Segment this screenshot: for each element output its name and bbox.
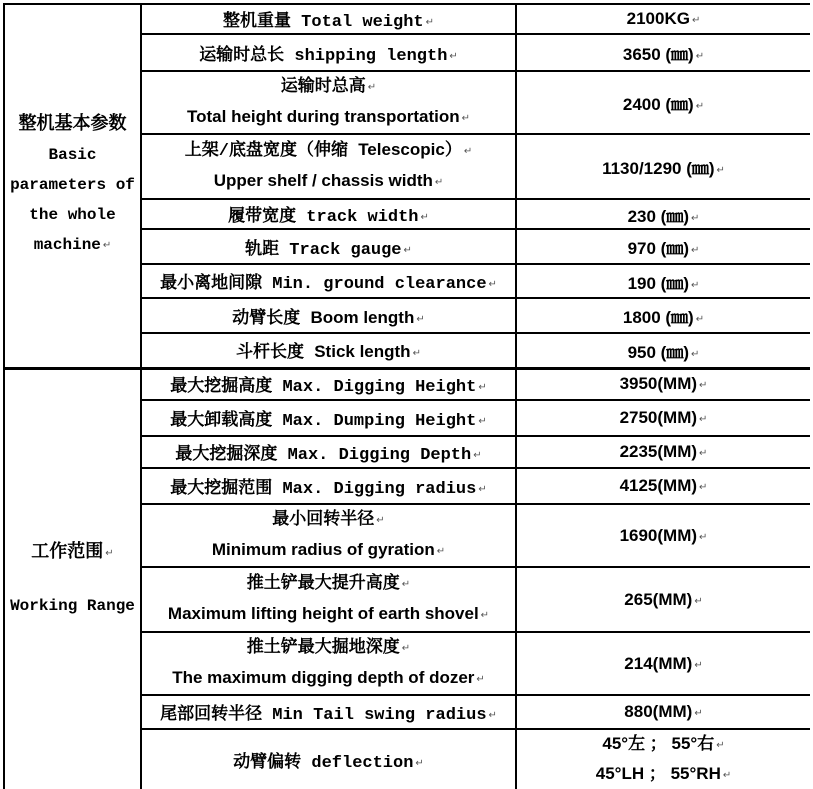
section-label-text: [9, 110, 136, 261]
value-line: [521, 730, 806, 759]
paragraph-mark-icon: ↵: [105, 547, 114, 559]
paragraph-mark-icon: ↵: [699, 414, 708, 425]
param-text: 推土铲最大掘地深度: [246, 638, 400, 658]
value-cell: [516, 436, 810, 468]
paragraph-mark-icon: ↵: [376, 514, 385, 526]
paragraph-mark-icon: ↵: [699, 482, 708, 493]
paragraph-mark-icon: ↵: [695, 51, 705, 62]
param-text: Boom length: [310, 307, 415, 327]
section-label-line: Basic: [48, 146, 97, 165]
value-cell: [516, 229, 810, 264]
param-lines: [146, 73, 511, 133]
value-cell: [516, 468, 810, 504]
section-working-range-label: [4, 368, 141, 789]
param-text: Minimum radius of gyration: [211, 539, 435, 559]
section-label-text: machine: [33, 236, 101, 255]
value-lines: [521, 730, 806, 789]
paragraph-mark-icon: ↵: [488, 279, 497, 290]
paragraph-mark-icon: ↵: [436, 545, 446, 557]
value-text: 2750(MM): [619, 408, 698, 427]
value-text: 3650 (㎜): [622, 45, 694, 64]
value-cell: [516, 567, 810, 632]
param-lines: [146, 506, 511, 566]
param-cell: [141, 400, 516, 436]
paragraph-mark-icon: ↵: [476, 673, 485, 685]
value-text: 880(MM): [624, 702, 693, 721]
paragraph-mark-icon: ↵: [449, 50, 458, 62]
paragraph-mark-icon: ↵: [463, 146, 473, 157]
paragraph-mark-icon: ↵: [691, 245, 700, 256]
value-text: 214(MM): [624, 653, 693, 673]
spec-row: [4, 4, 810, 34]
paragraph-mark-icon: ↵: [691, 212, 700, 224]
param-text: 运输时总高: [280, 77, 366, 97]
section-label-text: [9, 538, 136, 621]
section-label-line: [9, 230, 136, 261]
param-cell: [141, 71, 516, 134]
paragraph-mark-icon: ↵: [367, 81, 377, 93]
section-label-text: 工作范围: [31, 542, 104, 563]
paragraph-mark-icon: ↵: [416, 313, 425, 325]
paragraph-mark-icon: ↵: [699, 531, 708, 543]
param-line-zh: [146, 73, 511, 102]
value-text: 230 (㎜): [627, 206, 690, 226]
param-cell: [141, 729, 516, 789]
param-line-zh: [146, 570, 511, 599]
param-cell: [141, 468, 516, 504]
param-text: 斗杆长度: [236, 344, 315, 364]
section-label-gap: [9, 569, 136, 591]
param-text: ）: [444, 142, 462, 161]
value-text: 970 (㎜): [627, 239, 690, 258]
value-cell: [516, 695, 810, 729]
param-line-zh: [146, 136, 511, 166]
paragraph-mark-icon: ↵: [102, 240, 112, 252]
param-text: 运输时总长 shipping length: [199, 46, 448, 66]
paragraph-mark-icon: ↵: [403, 244, 412, 256]
value-text: 45°LH ； 55°RH: [595, 764, 721, 783]
param-text: Total height during transportation: [187, 106, 460, 126]
paragraph-mark-icon: ↵: [401, 642, 411, 654]
param-text: 轨距 Track gauge: [245, 240, 402, 260]
paragraph-mark-icon: ↵: [716, 740, 725, 751]
param-cell: [141, 134, 516, 199]
spec-table: [3, 3, 810, 789]
param-text: 最大挖掘高度 Max. Digging Height: [170, 378, 477, 398]
value-cell: [516, 504, 810, 567]
value-text: 1800 (㎜): [622, 308, 694, 327]
paragraph-mark-icon: ↵: [478, 484, 487, 495]
paragraph-mark-icon: ↵: [716, 165, 725, 176]
paragraph-mark-icon: ↵: [473, 450, 482, 461]
value-text: 190 (㎜): [627, 273, 690, 293]
value-cell: [516, 34, 810, 71]
param-text: 最小离地间隙 Min. ground clearance: [160, 275, 487, 294]
param-cell: [141, 264, 516, 298]
value-cell: [516, 199, 810, 229]
param-lines: [146, 570, 511, 630]
section-label-line: 整机基本参数: [18, 115, 127, 136]
paragraph-mark-icon: ↵: [480, 609, 490, 621]
paragraph-mark-icon: ↵: [461, 112, 470, 124]
param-text: The maximum digging depth of dozer: [172, 667, 475, 687]
param-text: 最大挖掘深度 Max. Digging Depth: [175, 446, 472, 465]
paragraph-mark-icon: ↵: [691, 279, 700, 291]
paragraph-mark-icon: ↵: [434, 177, 444, 188]
value-text: 2400 (㎜): [622, 95, 694, 114]
value-cell: [516, 368, 810, 400]
paragraph-mark-icon: ↵: [488, 710, 497, 721]
param-cell: [141, 4, 516, 34]
param-text: Maximum lifting height of earth shovel: [167, 603, 479, 623]
value-cell: [516, 4, 810, 34]
paragraph-mark-icon: ↵: [415, 757, 424, 769]
param-cell: [141, 333, 516, 368]
paragraph-mark-icon: ↵: [401, 578, 411, 590]
param-cell: [141, 199, 516, 229]
section-label-line: [9, 538, 136, 569]
param-line-en: [146, 664, 511, 694]
value-text: 265(MM): [624, 589, 693, 609]
paragraph-mark-icon: ↵: [412, 348, 421, 360]
value-text: 45°左 ； 55°右: [602, 734, 715, 753]
paragraph-mark-icon: ↵: [478, 382, 487, 394]
section-label-line: parameters of: [10, 176, 135, 195]
param-line-en: [146, 600, 511, 630]
param-text: 上架/底盘宽度（伸缩: [184, 142, 359, 161]
value-cell: [516, 632, 810, 695]
param-text: Stick length: [314, 342, 411, 362]
param-text: 动臂长度: [232, 309, 311, 329]
paragraph-mark-icon: ↵: [691, 348, 700, 360]
value-text: 3950(MM): [619, 374, 698, 394]
param-cell: [141, 34, 516, 71]
paragraph-mark-icon: ↵: [699, 448, 708, 459]
value-cell: [516, 333, 810, 368]
param-lines: [146, 136, 511, 197]
param-cell: [141, 567, 516, 632]
value-text: 4125(MM): [619, 476, 698, 495]
value-text: 1130/1290 (㎜): [602, 159, 715, 178]
paragraph-mark-icon: ↵: [722, 770, 732, 781]
section-basic-parameters-label: [4, 4, 141, 368]
section-label-line: the whole: [29, 206, 116, 225]
param-cell: [141, 229, 516, 264]
param-cell: [141, 368, 516, 400]
param-cell: [141, 436, 516, 468]
param-lines: [146, 634, 511, 694]
value-cell: [516, 264, 810, 298]
paragraph-mark-icon: ↵: [699, 380, 708, 392]
value-text: 950 (㎜): [627, 342, 690, 362]
param-text: Telescopic: [358, 140, 445, 159]
param-text: Upper shelf / chassis width: [213, 171, 433, 190]
paragraph-mark-icon: ↵: [420, 212, 429, 223]
paragraph-mark-icon: ↵: [694, 595, 703, 607]
paragraph-mark-icon: ↵: [694, 708, 703, 719]
value-text: 1690(MM): [619, 525, 698, 545]
paragraph-mark-icon: ↵: [478, 416, 487, 427]
spec-row: [4, 368, 810, 400]
spec-table-container: [3, 3, 810, 789]
param-cell: [141, 695, 516, 729]
paragraph-mark-icon: ↵: [695, 101, 705, 112]
param-cell: [141, 504, 516, 567]
value-cell: [516, 134, 810, 199]
value-cell: [516, 298, 810, 333]
param-text: 履带宽度 track width: [228, 208, 419, 227]
value-text: 2235(MM): [619, 442, 698, 461]
paragraph-mark-icon: ↵: [694, 659, 703, 671]
value-cell: [516, 729, 810, 789]
param-text: 最大卸载高度 Max. Dumping Height: [170, 412, 477, 431]
param-line-en: [146, 167, 511, 197]
value-text: 2100KG: [626, 9, 690, 28]
param-text: 推土铲最大提升高度: [246, 574, 400, 594]
param-line-en: [146, 536, 511, 566]
param-text: 动臂偏转 deflection: [233, 753, 414, 773]
param-text: 整机重量 Total weight: [222, 13, 424, 32]
param-line-en: [146, 103, 511, 133]
param-text: 尾部回转半径 Min Tail swing radius: [160, 706, 487, 725]
paragraph-mark-icon: ↵: [695, 314, 705, 325]
param-text: 最小回转半径: [272, 510, 375, 530]
param-cell: [141, 298, 516, 333]
section-label-line: Working Range: [10, 596, 135, 615]
paragraph-mark-icon: ↵: [425, 17, 434, 28]
value-line: [521, 760, 806, 789]
param-line-zh: [146, 634, 511, 663]
param-cell: [141, 632, 516, 695]
param-line-zh: [146, 506, 511, 535]
param-text: 最大挖掘范围 Max. Digging radius: [170, 480, 477, 499]
value-cell: [516, 400, 810, 436]
value-cell: [516, 71, 810, 134]
paragraph-mark-icon: ↵: [691, 15, 701, 26]
